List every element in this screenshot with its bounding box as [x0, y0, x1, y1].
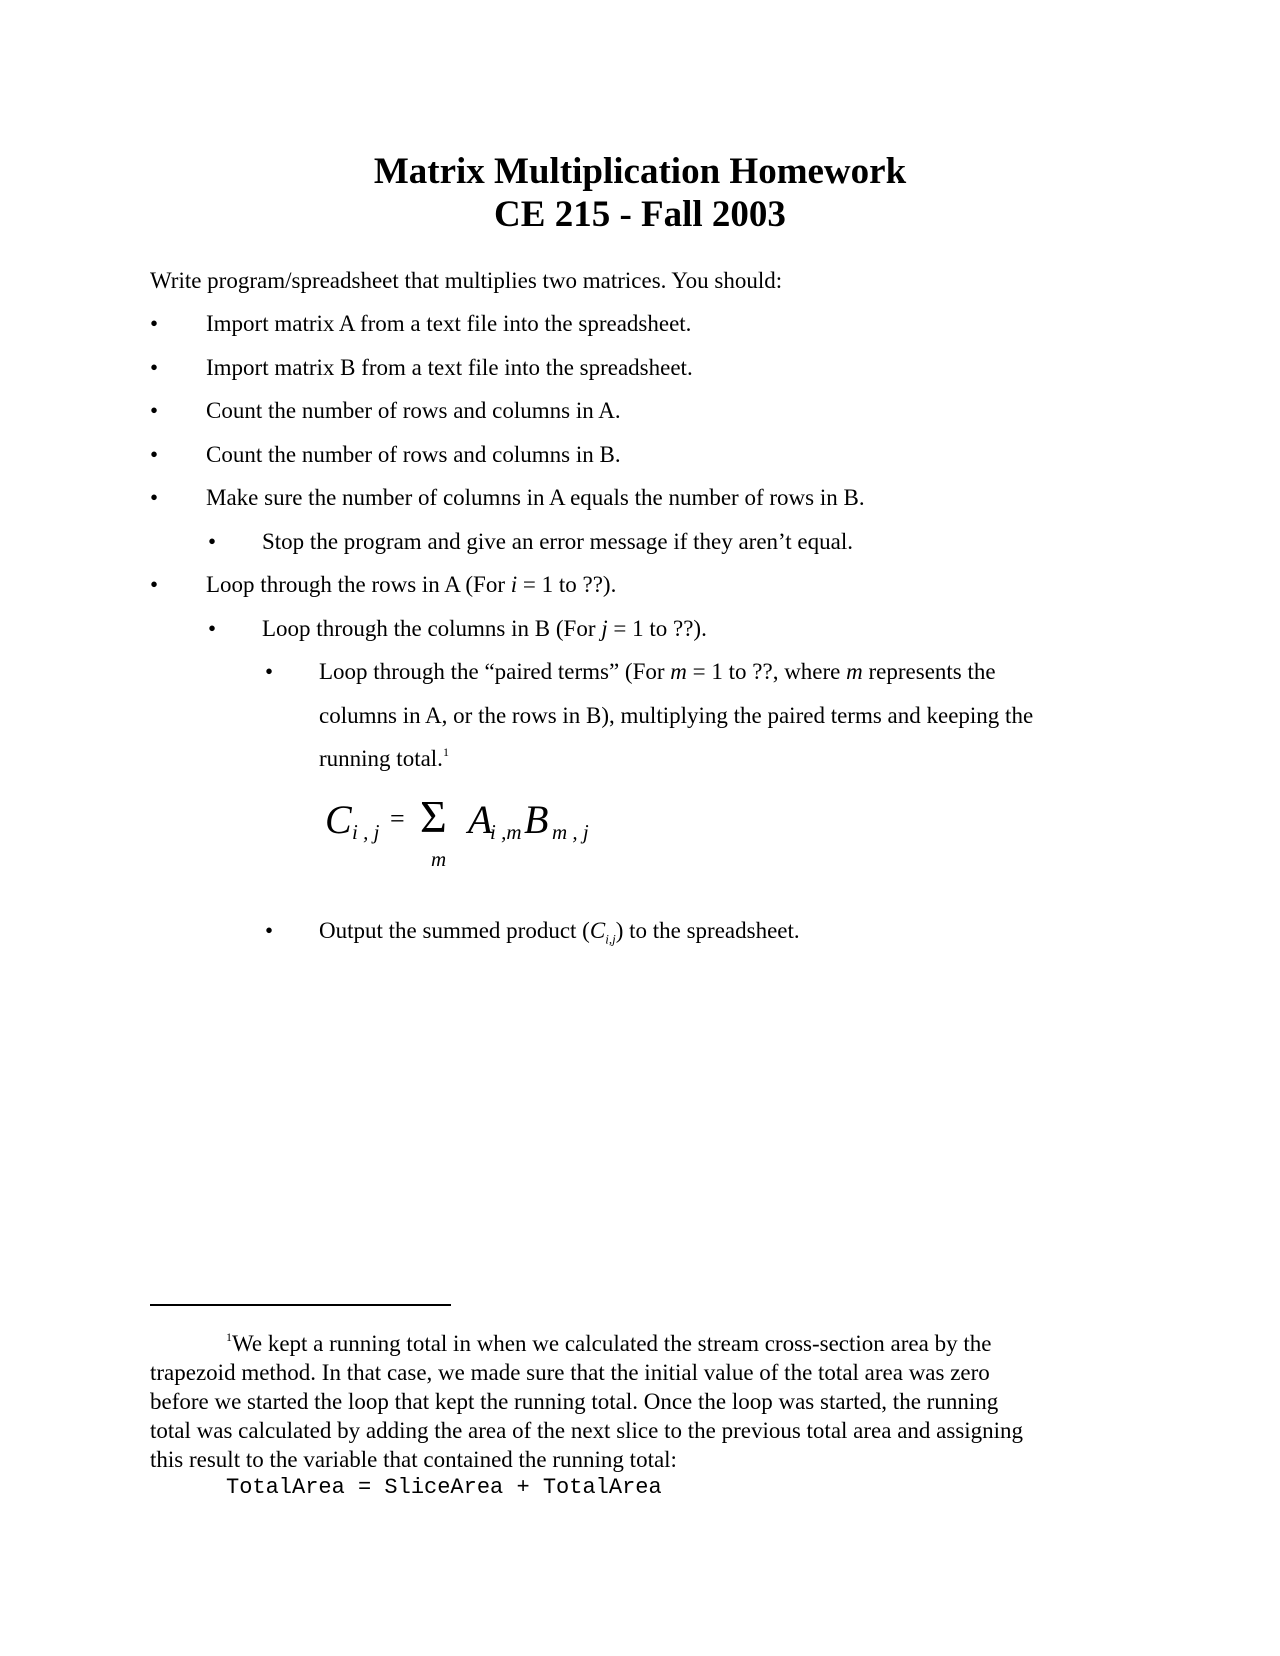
bullet-count-a: Count the number of rows and columns in A. — [206, 398, 621, 423]
eq-a-subscript: i ,m — [490, 820, 522, 844]
footnote-ref: 1 — [442, 745, 449, 759]
bullet-loop-rows: Loop through the rows in A (For i = 1 to ??). — [206, 572, 617, 597]
bullet-marker: • — [150, 355, 159, 380]
bullet-marker: • — [150, 485, 159, 510]
paired-terms-line-2: columns in A, or the rows in B), multiplying the paired terms and keeping the — [319, 703, 1034, 728]
paired-terms-line-3: running total.$^1$ — [319, 745, 449, 771]
eq-equals: = — [390, 804, 405, 833]
bullet-marker: • — [150, 572, 159, 597]
bullet-marker: • — [208, 529, 217, 554]
eq-c: C — [325, 797, 352, 842]
footnote-separator — [150, 1304, 451, 1306]
footnote-mark: 1 — [226, 1330, 232, 1344]
bullet-marker: • — [150, 398, 159, 423]
eq-b-subscript: m , j — [552, 820, 589, 844]
eq-b: B — [524, 797, 549, 842]
eq-sigma-subscript: m — [431, 847, 447, 871]
bullet-marker: • — [150, 311, 159, 336]
eq-c-subscript: i , j — [352, 820, 380, 844]
bullet-import-a: Import matrix A from a text file into the spreadsheet. — [206, 311, 692, 336]
bullet-marker: • — [150, 442, 159, 467]
footnote-code: TotalArea = SliceArea + TotalArea — [226, 1475, 662, 1500]
footnote-line-1: $^1$We kept a running total in when we calculated the stream cross-section area by the — [226, 1330, 992, 1356]
intro-text: Write program/spreadsheet that multiplies two matrices. You should: — [150, 268, 783, 293]
bullet-stop-program: Stop the program and give an error message if they aren’t equal. — [262, 529, 853, 554]
bullet-count-b: Count the number of rows and columns in B. — [206, 442, 621, 467]
footnote-line-2: trapezoid method. In that case, we made sure that the initial value of the total area was zero — [150, 1360, 990, 1385]
summation-equation — [318, 792, 618, 872]
bullet-import-b: Import matrix B from a text file into the spreadsheet. — [206, 355, 693, 380]
document-subtitle: CE 215 - Fall 2003 — [494, 194, 786, 235]
bullet-output-product: Output the summed product $(C_{i,j})$ to the spreadsheet. — [319, 918, 800, 947]
bullet-check-dimensions: Make sure the number of columns in A equals the number of rows in B. — [206, 485, 865, 510]
bullet-marker: • — [208, 616, 217, 641]
footnote-line-5: this result to the variable that contained the running total: — [150, 1447, 677, 1472]
bullet-marker: • — [265, 659, 274, 684]
eq-sigma: Σ — [420, 791, 447, 842]
bullet-loop-paired-terms: Loop through the “paired terms” (For m = 1 to ??, where m represents the — [319, 659, 996, 684]
footnote-line-4: total was calculated by adding the area of the next slice to the previous total area and assigning — [150, 1418, 1024, 1443]
bullet-marker: • — [265, 918, 274, 943]
eq-a: A — [468, 797, 493, 842]
bullet-loop-columns: Loop through the columns in B (For j = 1 to ??). — [262, 616, 707, 641]
footnote-line-3: before we started the loop that kept the running total. Once the loop was started, the running — [150, 1389, 999, 1414]
document-title: Matrix Multiplication Homework — [373, 151, 907, 192]
